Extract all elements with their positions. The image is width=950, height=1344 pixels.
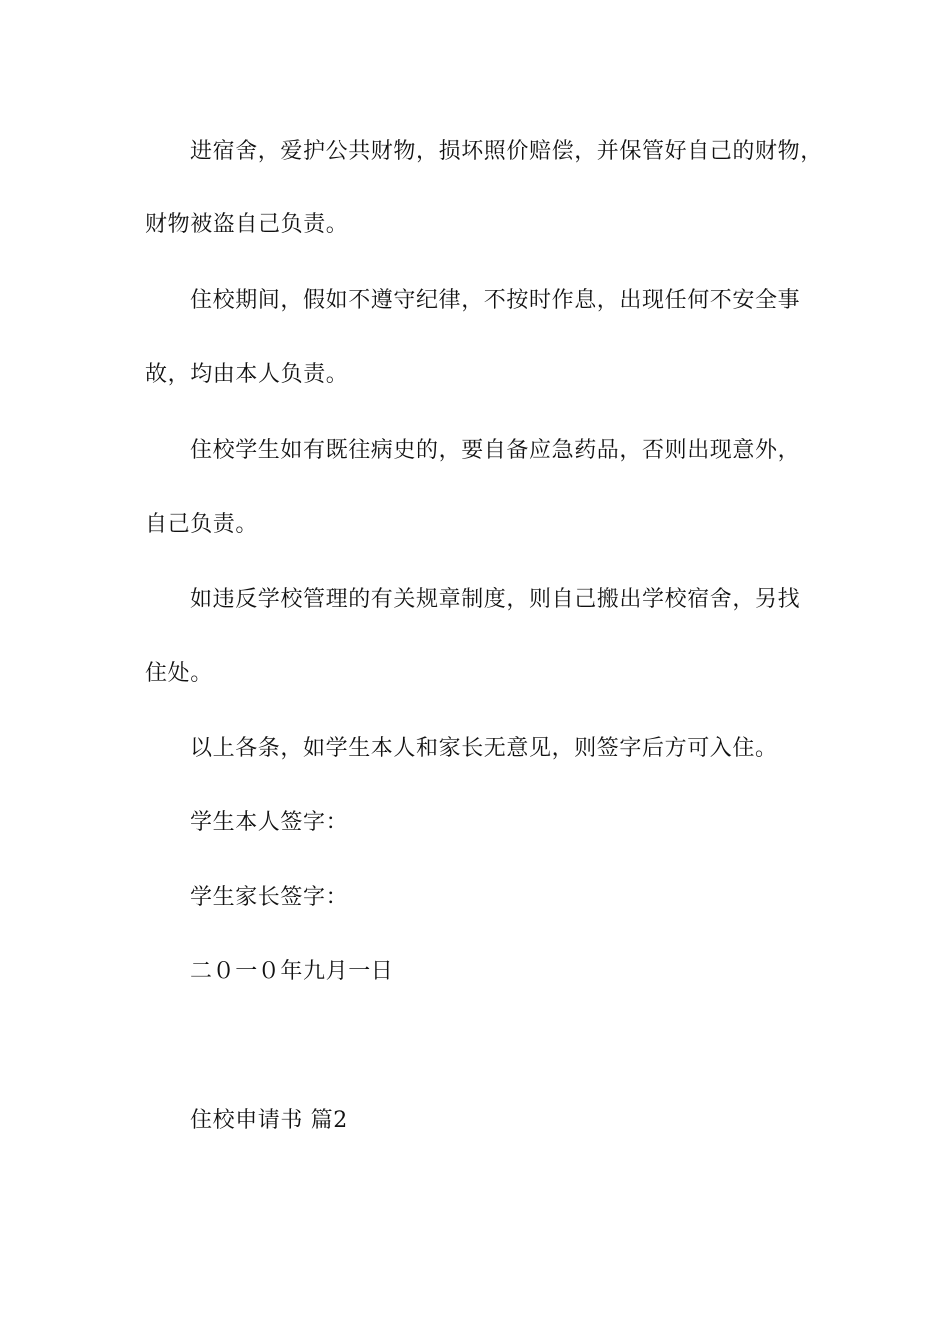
paragraph-4-line-2: 住处。 — [145, 661, 213, 686]
paragraph-2-line-2: 故，均由本人负责。 — [145, 362, 349, 387]
document-date: 二０一０年九月一日 — [190, 959, 394, 984]
parent-signature-label: 学生家长签字： — [190, 885, 349, 910]
paragraph-4-line-1: 如违反学校管理的有关规章制度，则自己搬出学校宿舍，另找 — [190, 587, 801, 612]
paragraph-5: 以上各条，如学生本人和家长无意见，则签字后方可入住。 — [190, 736, 778, 761]
paragraph-3-line-2: 自己负责。 — [145, 512, 259, 537]
paragraph-3-line-1: 住校学生如有既往病史的，要自备应急药品，否则出现意外， — [190, 438, 801, 463]
paragraph-1-line-1: 进宿舍，爱护公共财物，损坏照价赔偿，并保管好自己的财物， — [190, 139, 823, 164]
paragraph-1-line-2: 财物被盗自己负责。 — [145, 212, 349, 237]
next-section-title: 住校申请书 篇2 — [190, 1108, 348, 1133]
student-signature-label: 学生本人签字： — [190, 810, 349, 835]
paragraph-2-line-1: 住校期间，假如不遵守纪律，不按时作息，出现任何不安全事 — [190, 288, 801, 313]
